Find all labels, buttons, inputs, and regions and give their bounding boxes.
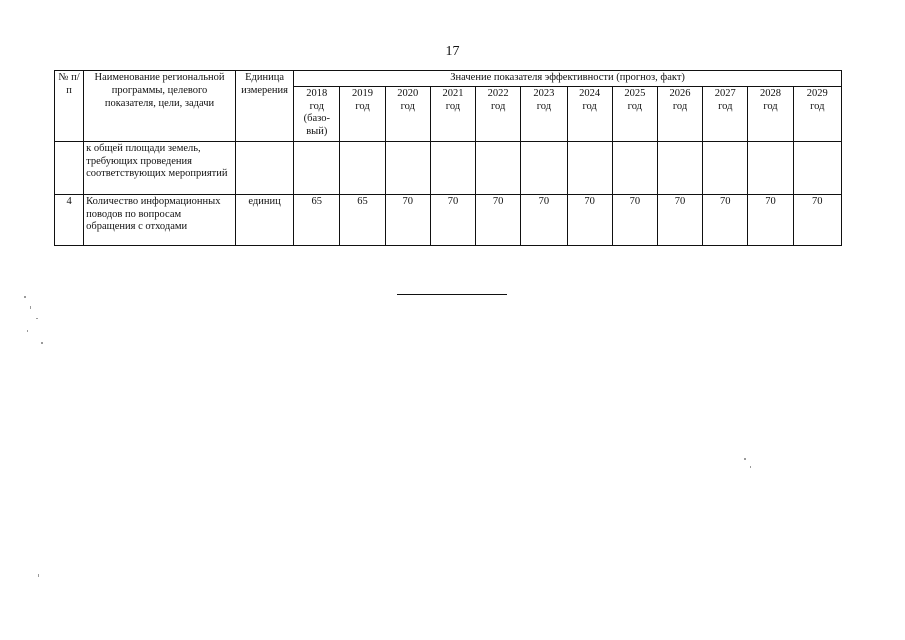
cell-value	[385, 141, 430, 194]
cell-value	[567, 141, 612, 194]
header-year-2019	[340, 86, 385, 141]
header-year-label: год	[309, 100, 324, 112]
header-unit: Единица измерения	[235, 71, 293, 142]
header-year-2022	[476, 86, 521, 141]
cell-value: 70	[430, 194, 475, 245]
header-year-label: год	[491, 100, 506, 112]
cell-value	[294, 141, 340, 194]
header-year-label: год	[672, 100, 688, 112]
scan-speck	[750, 466, 751, 468]
cell-name: к общей площади земель, требующих проведения соответствующих мероприятий	[84, 141, 236, 194]
header-row-top	[55, 71, 842, 87]
cell-value	[793, 141, 841, 194]
page-number: 17	[445, 44, 460, 59]
cell-value: 65	[340, 194, 385, 245]
header-year-year: 2020	[397, 87, 419, 99]
header-year-year: 2018	[306, 87, 328, 99]
header-values: Значение показателя эффективности (прогноз, факт)	[294, 71, 842, 87]
header-year-year: 2027	[714, 87, 736, 99]
header-year-2025	[612, 86, 657, 141]
cell-value	[612, 141, 657, 194]
cell-value	[476, 141, 521, 194]
header-year-2026	[657, 86, 702, 141]
header-year-note: (базо-вый)	[303, 113, 330, 138]
cell-value: 65	[294, 194, 340, 245]
header-year-label: год	[627, 100, 642, 112]
header-year-2029	[793, 86, 841, 141]
cell-value: 70	[657, 194, 702, 245]
indicators-table	[54, 70, 842, 246]
header-year-2021	[430, 86, 475, 141]
header-year-year: 2028	[759, 87, 781, 99]
header-year-label: год	[400, 100, 415, 112]
cell-unit: единиц	[235, 194, 293, 245]
table-row	[55, 194, 842, 245]
header-year-year: 2023	[533, 87, 555, 99]
cell-unit	[235, 141, 293, 194]
scan-speck	[24, 296, 26, 298]
header-year-year: 2024	[579, 87, 601, 99]
header-year-2028	[748, 86, 793, 141]
cell-value: 70	[476, 194, 521, 245]
header-year-label: год	[536, 100, 552, 112]
header-year-label: год	[810, 100, 825, 112]
header-year-year: 2026	[669, 87, 691, 99]
header-year-label: год	[445, 100, 461, 112]
scan-speck	[38, 574, 39, 577]
header-year-label: год	[763, 100, 778, 112]
cell-value: 70	[703, 194, 748, 245]
scan-speck	[41, 342, 43, 344]
header-name: Наименование региональной программы, целевого показателя, цели, задачи	[84, 71, 236, 142]
header-year-year: 2021	[442, 87, 464, 99]
header-year-2023	[521, 86, 567, 141]
cell-value	[657, 141, 702, 194]
cell-value: 70	[612, 194, 657, 245]
header-year-2027	[703, 86, 748, 141]
header-year-2020	[385, 86, 430, 141]
cell-value: 70	[567, 194, 612, 245]
cell-name: Количество информационных поводов по вопросам обращения с отходами	[84, 194, 236, 245]
cell-value: 70	[793, 194, 841, 245]
cell-value: 70	[748, 194, 793, 245]
header-year-year: 2025	[624, 87, 646, 99]
header-year-year: 2029	[806, 87, 828, 99]
cell-no	[55, 141, 84, 194]
scan-speck	[27, 330, 28, 332]
cell-value	[748, 141, 793, 194]
cell-value	[340, 141, 385, 194]
header-year-label: год	[718, 100, 733, 112]
cell-no: 4	[55, 194, 84, 245]
cell-value	[703, 141, 748, 194]
separator-line	[397, 294, 507, 295]
header-year-label: год	[355, 100, 370, 112]
header-year-2024	[567, 86, 612, 141]
header-year-year: 2022	[487, 87, 509, 99]
scan-speck	[30, 306, 31, 309]
cell-value	[521, 141, 567, 194]
cell-value	[430, 141, 475, 194]
header-year-2018	[294, 86, 340, 141]
table-row	[55, 141, 842, 194]
header-no: № п/п	[55, 71, 84, 142]
header-year-label: год	[582, 100, 597, 112]
scan-speck	[36, 318, 38, 319]
scan-speck	[744, 458, 746, 460]
header-year-year: 2019	[352, 87, 374, 99]
cell-value: 70	[521, 194, 567, 245]
cell-value: 70	[385, 194, 430, 245]
